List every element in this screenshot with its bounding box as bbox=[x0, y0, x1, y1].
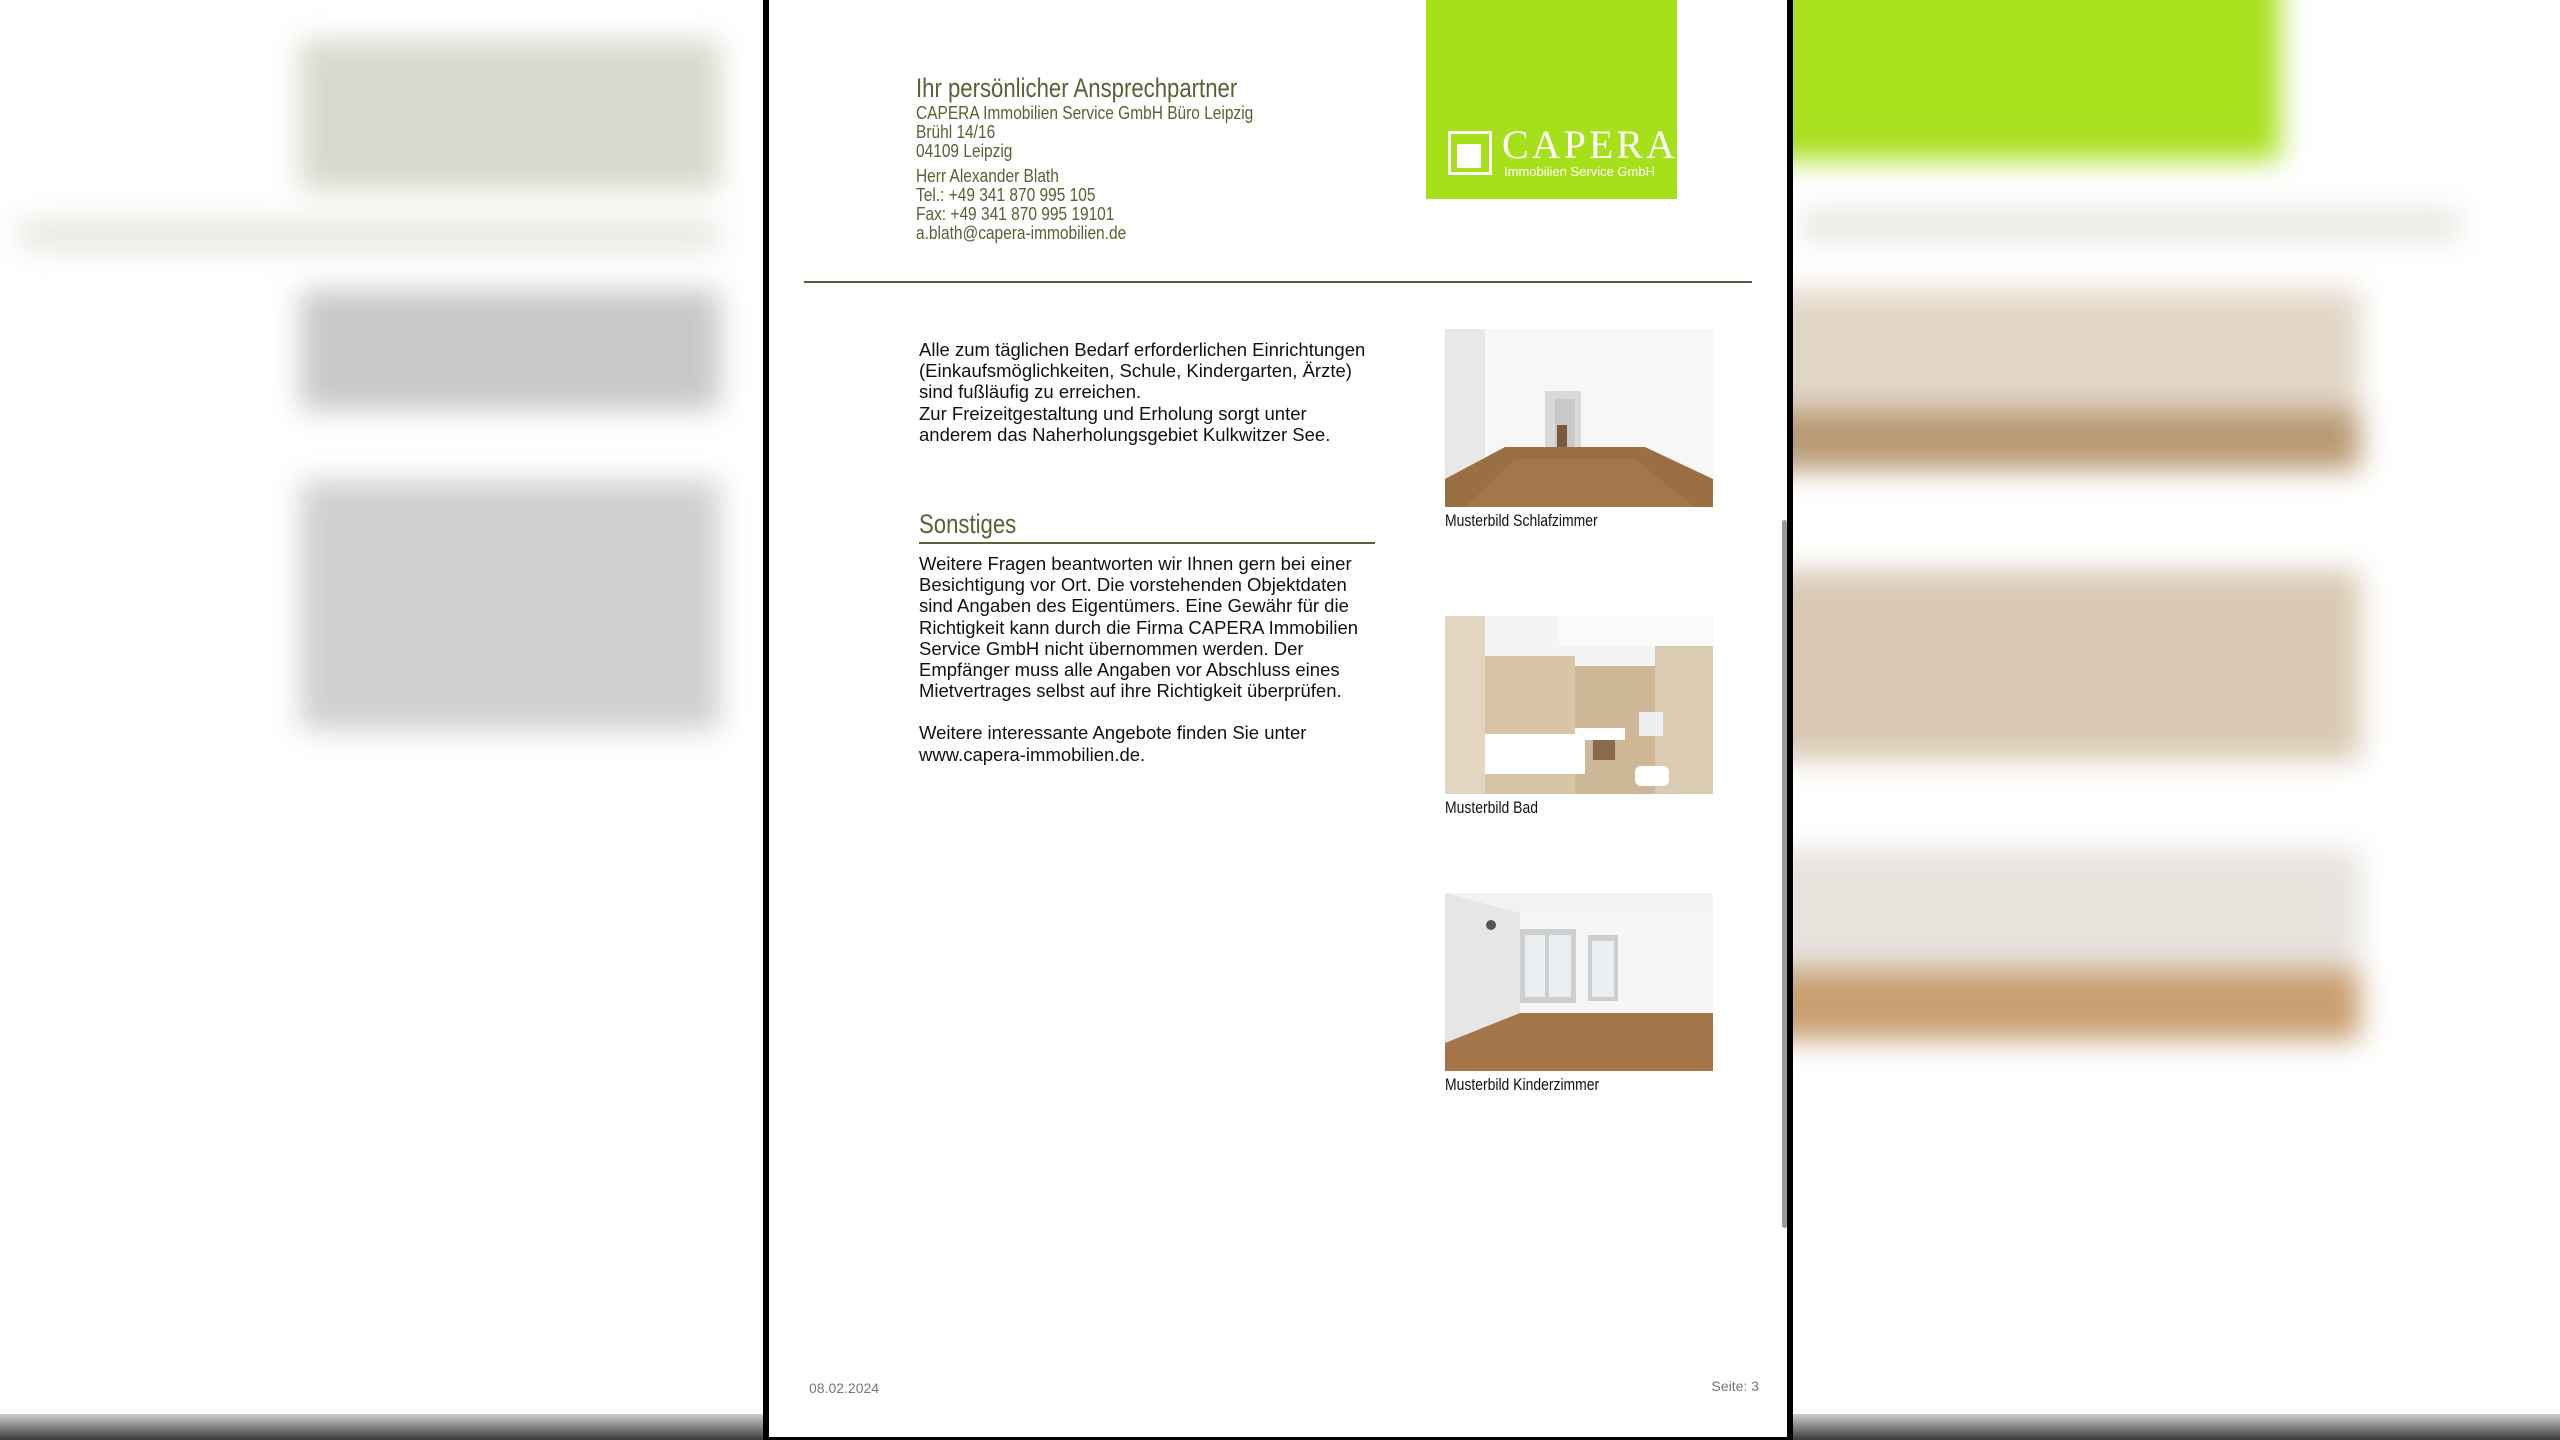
sonstiges-text bbox=[919, 553, 1379, 765]
photo-caption: Musterbild Bad bbox=[1445, 798, 1538, 817]
vertical-scrollbar[interactable] bbox=[1782, 520, 1787, 1228]
contact-phone: Tel.: +49 341 870 995 105 bbox=[916, 185, 1096, 205]
photo-bedroom bbox=[1445, 329, 1713, 507]
sonstiges-paragraph: Weitere interessante Angebote finden Sie unter www.capera-immobilien.de. bbox=[919, 722, 1307, 765]
contact-fax: Fax: +49 341 870 995 19101 bbox=[916, 204, 1115, 224]
intro-text bbox=[919, 339, 1379, 445]
contact-company: CAPERA Immobilien Service GmbH Büro Leipzig bbox=[916, 103, 1254, 123]
document-viewer bbox=[763, 0, 1793, 1440]
photo-caption: Musterbild Schlafzimmer bbox=[1445, 511, 1598, 530]
contact-street: Brühl 14/16 bbox=[916, 122, 996, 142]
contact-title: Ihr persönlicher Ansprechpartner bbox=[916, 73, 1238, 103]
footer-page-number: Seite: 3 bbox=[1711, 1378, 1759, 1394]
section-heading-sonstiges: Sonstiges bbox=[919, 508, 1375, 544]
header-divider bbox=[804, 281, 1752, 283]
capera-logo bbox=[1426, 0, 1677, 199]
photo-caption: Musterbild Kinderzimmer bbox=[1445, 1075, 1600, 1094]
logo-square-icon bbox=[1448, 131, 1492, 175]
sonstiges-paragraph: Weitere Fragen beantworten wir Ihnen gern bei einer Besichtigung vor Ort. Die vorstehenden Objektdaten sind Angaben des Eigentümers. Eine Gewähr für die Richtigkeit kann durch die Firma CAPERA Immobilien Service GmbH nicht übernommen werden. Der Empfänger muss alle Angaben vor Abschluss eines Mietvertrages selbst auf ihre Richtigkeit überprüfen. bbox=[919, 553, 1359, 702]
contact-block bbox=[916, 72, 1308, 243]
document-page bbox=[769, 0, 1787, 1437]
logo-name: CAPERA bbox=[1502, 122, 1678, 167]
photo-kids-room bbox=[1445, 893, 1713, 1071]
logo-subtitle: Immobilien Service GmbH bbox=[1504, 164, 1655, 179]
intro-paragraph: Alle zum täglichen Bedarf erforderlichen Einrichtungen (Einkaufsmöglichkeiten, Schule, Kindergarten, Ärzte) sind fußläufig zu erreichen. bbox=[919, 339, 1366, 403]
footer-date: 08.02.2024 bbox=[809, 1380, 880, 1396]
contact-person: Herr Alexander Blath bbox=[916, 166, 1059, 186]
intro-paragraph: Zur Freizeitgestaltung und Erholung sorgt unter anderem das Naherholungsgebiet Kulkwitzer See. bbox=[919, 402, 1331, 445]
contact-city: 04109 Leipzig bbox=[916, 141, 1013, 161]
photo-bathroom bbox=[1445, 616, 1713, 794]
contact-email: a.blath@capera-immobilien.de bbox=[916, 223, 1127, 243]
